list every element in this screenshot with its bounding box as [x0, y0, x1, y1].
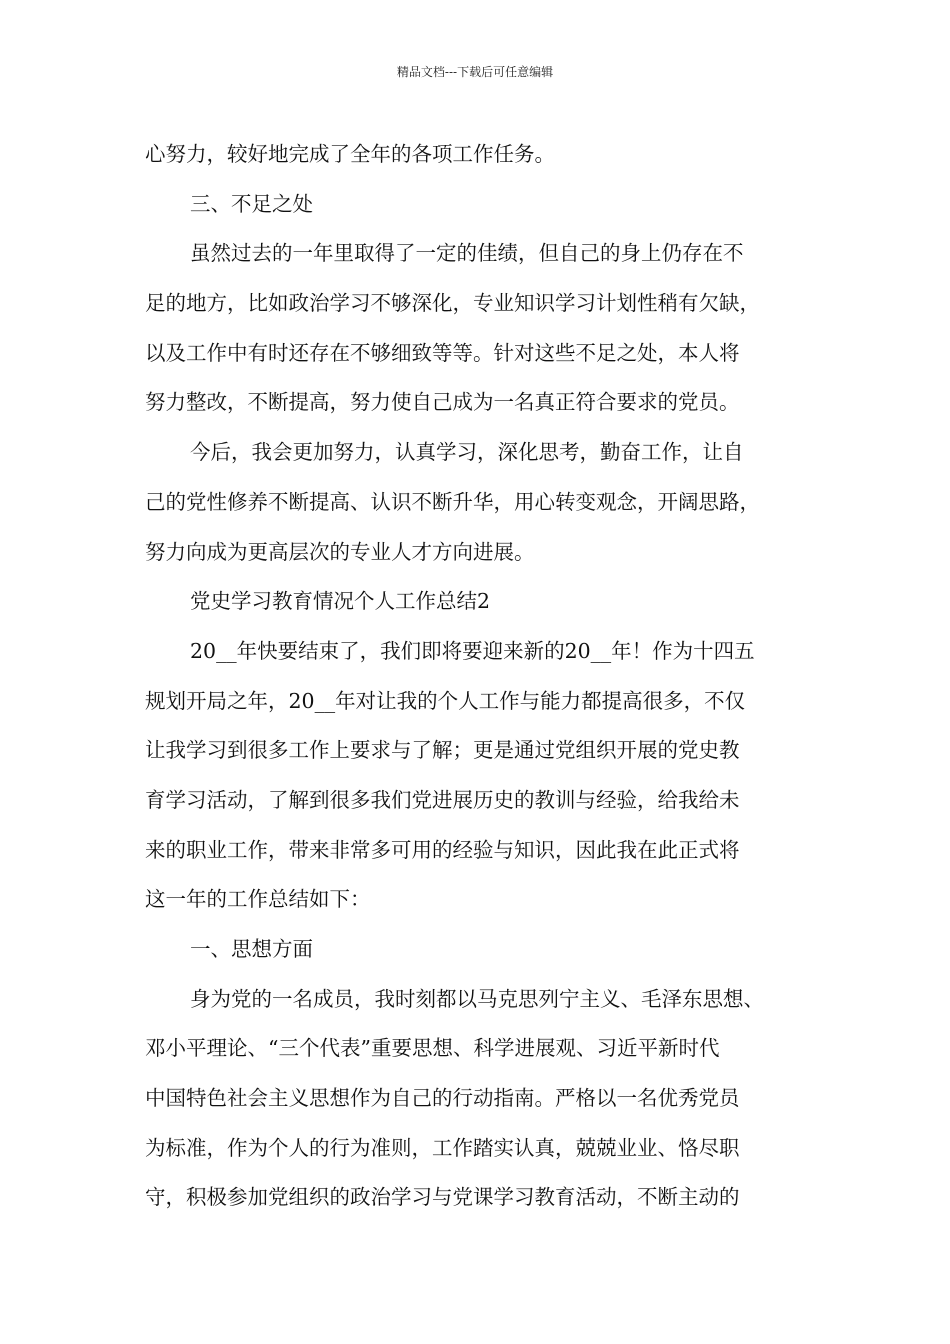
text-line: 20__年快要结束了，我们即将要迎来新的20__年！作为十四五	[190, 638, 755, 663]
section-heading: 三、不足之处	[190, 191, 313, 216]
page-header: 精品文档---下载后可任意编辑	[396, 65, 554, 79]
text-line: 今后，我会更加努力，认真学习，深化思考，勤奋工作，让自	[190, 440, 744, 465]
text-line: 守，积极参加党组织的政治学习与党课学习教育活动，不断主动的	[145, 1185, 740, 1210]
text-line: 心努力，较好地完成了全年的各项工作任务。	[145, 142, 555, 166]
document-body	[145, 130, 810, 1223]
text-line: 足的地方，比如政治学习不够深化，专业知识学习计划性稍有欠缺，	[145, 291, 760, 316]
text-line: 为标准，作为个人的行为准则，工作踏实认真，兢兢业业、恪尽职	[145, 1135, 740, 1160]
text-line: 来的职业工作，带来非常多可用的经验与知识，因此我在此正式将	[145, 837, 740, 862]
text-line: 邓小平理论、“三个代表”重要思想、科学进展观、习近平新时代	[145, 1036, 720, 1061]
section-heading: 一、思想方面	[190, 937, 313, 961]
document-title: 党史学习教育情况个人工作总结2	[190, 589, 491, 614]
text-line: 以及工作中有时还存在不够细致等等。针对这些不足之处，本人将	[145, 340, 740, 365]
text-line: 己的党性修养不断提高、认识不断升华，用心转变观念，开阔思路，	[145, 489, 760, 514]
text-line: 这一年的工作总结如下：	[145, 887, 371, 912]
text-line: 规划开局之年，20__年对让我的个人工作与能力都提高很多，不仅	[145, 688, 746, 713]
text-line: 虽然过去的一年里取得了一定的佳绩，但自己的身上仍存在不	[190, 241, 744, 266]
text-line: 育学习活动，了解到很多我们党进展历史的教训与经验，给我给未	[145, 787, 740, 812]
text-line: 努力向成为更高层次的专业人才方向进展。	[145, 539, 535, 564]
text-line: 让我学习到很多工作上要求与了解；更是通过党组织开展的党史教	[145, 738, 740, 763]
text-line: 努力整改，不断提高，努力使自己成为一名真正符合要求的党员。	[145, 390, 740, 415]
text-line: 中国特色社会主义思想作为自己的行动指南。严格以一名优秀党员	[145, 1086, 740, 1111]
text-line: 身为党的一名成员，我时刻都以马克思列宁主义、毛泽东思想、	[190, 986, 764, 1011]
